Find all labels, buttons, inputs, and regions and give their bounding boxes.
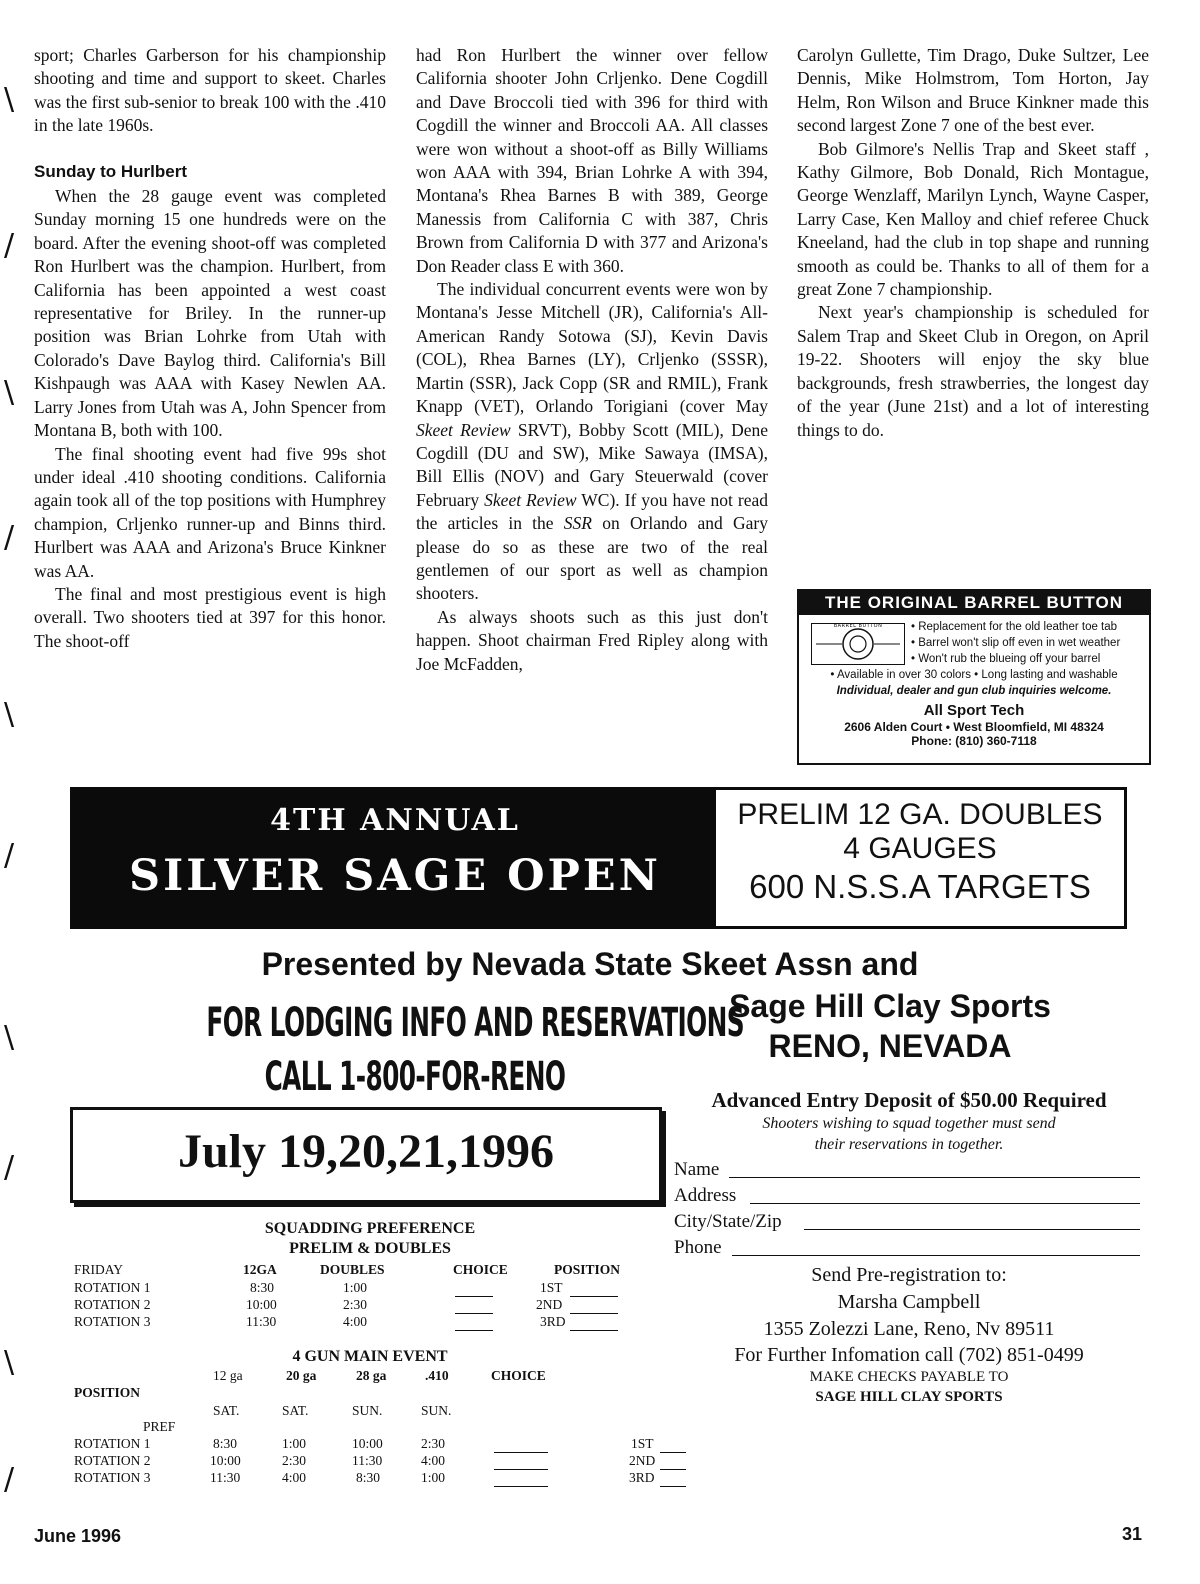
article-column-1 <box>34 44 386 653</box>
publication-title: Skeet Review <box>484 489 577 510</box>
squadding-subtitle: PRELIM & DOUBLES <box>289 1240 451 1257</box>
choice-blank[interactable] <box>455 1297 493 1314</box>
format-line: 4 GAUGES <box>843 832 997 865</box>
article-paragraph: Carolyn Gullette, Tim Drago, Duke Sultzer, Lee Dennis, Mike Holmstrom, Tom Horton, Jay Helm, Ron Wilson and Bruce Kinkner made this second largest Zone 7 one of the best ever. <box>797 45 1149 136</box>
form-field-phone[interactable] <box>674 1237 1140 1259</box>
time-cell: 10:00 <box>210 1453 241 1468</box>
margin-mark: / <box>4 1462 15 1497</box>
squadding-title: SQUADDING PREFERENCE <box>264 1220 476 1237</box>
position-blank[interactable] <box>570 1314 618 1331</box>
position-header: POSITION <box>74 1385 141 1400</box>
margin-mark: / <box>4 1150 15 1185</box>
rotation-label: ROTATION 3 <box>74 1314 151 1329</box>
contact-name: Marsha Campbell <box>837 1291 981 1313</box>
lodging-phone: CALL 1-800-FOR-RENO <box>264 1054 566 1100</box>
gauge-header: 12 ga <box>213 1368 243 1383</box>
time-cell: 8:30 <box>250 1280 275 1295</box>
position-blank[interactable] <box>660 1470 686 1487</box>
event-banner <box>70 787 1127 929</box>
squadding-header: DOUBLES <box>320 1262 385 1277</box>
margin-mark: \ <box>4 375 15 410</box>
form-field-city[interactable] <box>674 1211 1140 1233</box>
feature-item: • Won't rub the blueing off your barrel <box>911 653 1101 665</box>
gauge-header: .410 <box>425 1368 449 1383</box>
publication-title: SSR <box>563 513 592 534</box>
time-cell: 8:30 <box>356 1470 381 1485</box>
time-cell: 10:00 <box>246 1297 277 1312</box>
gauge-header: 20 ga <box>286 1368 317 1383</box>
position-blank[interactable] <box>660 1436 686 1453</box>
time-cell: 11:30 <box>246 1314 277 1329</box>
event-formats-box <box>713 787 1127 929</box>
rotation-label: ROTATION 1 <box>74 1280 151 1295</box>
margin-mark: \ <box>4 82 15 117</box>
margin-mark: \ <box>4 697 15 732</box>
rotation-label: ROTATION 2 <box>74 1453 151 1468</box>
day-header: SUN. <box>421 1403 452 1418</box>
position-label: 1ST <box>540 1280 563 1295</box>
article-paragraph: When the 28 gauge event was completed Sunday morning 15 one hundreds were on the board. After the evening shoot-off was completed Ron Hurlbert was the champion. Hurlbert, from California has been appointed a west coast representative for Briley. In the runner-up position was Brian Lohrke from Utah with Colorado's Dave Baylog third. California's Bill Kishpaugh was AAA with Kasey Newlen AA. Larry Jones from Utah was A, John Spencer from Montana B, both with 100. <box>34 186 386 441</box>
field-label: Name <box>674 1159 720 1180</box>
barrel-button-logo <box>811 623 905 665</box>
form-field-name[interactable] <box>674 1159 1140 1181</box>
lodging-headline: FOR LODGING INFO AND RESERVATIONS <box>206 1000 744 1046</box>
field-label: City/State/Zip <box>674 1211 782 1232</box>
time-cell: 2:30 <box>343 1297 368 1312</box>
rotation-label: ROTATION 1 <box>74 1436 151 1451</box>
field-label: Phone <box>674 1237 722 1258</box>
article-paragraph: had Ron Hurlbert the winner over fellow California shooter John Crljenko. Dene Cogdill and Dave Broccoli tied with 396 for third with Cogdill the winner and Broccoli AA. All classes were won without a shoot-off as Billy Williams won AAA with 394, Brian Lohrke A with 394, Montana's Rhea Barnes B with 389, George Manessis from California C with 387, Chris Brown from California D with 377 and Arizona's Don Reader class E with 360. <box>416 45 768 276</box>
event-name: SILVER SAGE OPEN <box>129 851 661 901</box>
time-cell: 10:00 <box>352 1436 383 1451</box>
margin-mark: \ <box>4 1020 15 1055</box>
article-paragraph: Next year's championship is scheduled for Salem Trap and Skeet Club in Oregon, on April 19-22. Shooters will enjoy the sky blue backgrounds, fresh strawberries, the longest day of the year (June 21st) and a lot of interesting things to do. <box>797 302 1149 440</box>
squadding-header: CHOICE <box>453 1262 508 1277</box>
event-date: July 19,20,21,1996 <box>177 1125 555 1178</box>
article-column-3 <box>797 44 1149 442</box>
time-cell: 1:00 <box>282 1436 307 1451</box>
time-cell: 2:30 <box>282 1453 307 1468</box>
company-phone: Phone: (810) 360-7118 <box>911 734 1037 748</box>
choice-blank[interactable] <box>494 1453 548 1470</box>
deposit-notice: Advanced Entry Deposit of $50.00 Required <box>711 1088 1107 1112</box>
time-cell: 4:00 <box>421 1453 446 1468</box>
position-blank[interactable] <box>570 1280 618 1297</box>
pref-label: PREF <box>143 1419 176 1434</box>
rotation-label: ROTATION 3 <box>74 1470 151 1485</box>
choice-header: CHOICE <box>491 1368 546 1383</box>
send-to: Send Pre-registration to: <box>811 1264 1007 1286</box>
contact-address: 1355 Zolezzi Lane, Reno, Nv 89511 <box>763 1318 1055 1340</box>
field-line[interactable] <box>729 1177 1140 1178</box>
article-paragraph: As always shoots such as this just don't happen. Shoot chairman Fred Ripley along with Joe McFadden, <box>416 606 768 674</box>
text-run: The individual concurrent events were won by Montana's Jesse Mitchell (JR), California's All-American Randy Sotowa (SJ), Kevin Davis (COL), Rhea Barnes (LY), Crljenko (SSSR), Martin (SSR), Jack Copp (SR and RMIL), Frank Knapp (VET), Orlando Torigiani (cover May <box>416 279 768 417</box>
position-blank[interactable] <box>570 1297 618 1314</box>
margin-mark: / <box>4 228 15 263</box>
feature-item: • Available in over 30 colors • Long lasting and washable <box>830 669 1118 681</box>
event-annual: 4TH ANNUAL <box>270 803 520 838</box>
article-column-2 <box>416 44 768 676</box>
field-label: Address <box>674 1185 737 1206</box>
position-label: 3RD <box>540 1314 566 1329</box>
presented-by: Presented by Nevada State Skeet Assn and <box>261 946 919 982</box>
event-date-box <box>70 1107 662 1203</box>
event-location: RENO, NEVADA <box>768 1028 1012 1064</box>
article-paragraph: The final and most prestigious event is high overall. Two shooters tied at 397 for this honor. The shoot-off <box>34 583 386 651</box>
position-label: 2ND <box>536 1297 563 1312</box>
article-paragraph: The final shooting event had five 99s shot under ideal .410 shooting conditions. California again took all of the top positions with Humphrey champion, Crljenko runner-up and Binns third. Hurlbert was AAA and Arizona's Bruce Kinkner was AA. <box>34 443 386 581</box>
position-label: 1ST <box>631 1436 654 1451</box>
gauge-header: 28 ga <box>356 1368 387 1383</box>
field-line[interactable] <box>804 1229 1140 1230</box>
field-line[interactable] <box>750 1203 1140 1204</box>
company-name: All Sport Tech <box>923 702 1025 719</box>
choice-blank[interactable] <box>494 1470 548 1487</box>
time-cell: 4:00 <box>343 1314 368 1329</box>
inquiries-note: Individual, dealer and gun club inquiries welcome. <box>836 685 1112 697</box>
article-paragraph <box>416 278 768 606</box>
feature-list <box>911 619 1120 667</box>
time-cell: 11:30 <box>210 1470 241 1485</box>
squadding-header: 12GA <box>243 1262 277 1277</box>
barrel-button-logo-icon <box>812 624 904 664</box>
form-field-address[interactable] <box>674 1185 1140 1207</box>
further-info: For Further Infomation call (702) 851-0499 <box>734 1344 1084 1366</box>
time-cell: 4:00 <box>282 1470 307 1485</box>
section-heading: Sunday to Hurlbert <box>34 161 188 181</box>
rotation-label: ROTATION 2 <box>74 1297 151 1312</box>
feature-item: • Barrel won't slip off even in wet weather <box>911 637 1121 649</box>
page-number: 31 <box>1122 1524 1143 1544</box>
day-header: SAT. <box>282 1403 309 1418</box>
host-club: Sage Hill Clay Sports <box>729 988 1051 1024</box>
format-line: PRELIM 12 GA. DOUBLES <box>737 798 1103 831</box>
margin-mark: / <box>4 520 15 555</box>
choice-blank[interactable] <box>455 1314 493 1331</box>
time-cell: 1:00 <box>343 1280 368 1295</box>
squad-note: their reservations in together. <box>814 1136 1004 1153</box>
time-cell: 1:00 <box>421 1470 446 1485</box>
squad-note: Shooters wishing to squad together must send <box>762 1115 1056 1132</box>
publication-title: Skeet Review <box>416 419 511 440</box>
time-cell: 8:30 <box>213 1436 238 1451</box>
squadding-header: FRIDAY <box>74 1262 124 1277</box>
article-paragraph: sport; Charles Garberson for his championship shooting and time and support to skeet. Charles was the first sub-senior to break 100 with the .410 in the late 1960s. <box>34 45 386 136</box>
text-run: WC). If you have not read the articles in the <box>416 489 768 534</box>
ad-title: THE ORIGINAL BARREL BUTTON <box>799 591 1149 615</box>
footer-date: June 1996 <box>34 1526 122 1546</box>
margin-mark: \ <box>4 1345 15 1380</box>
choice-blank[interactable] <box>455 1280 493 1297</box>
barrel-button-ad <box>797 589 1151 765</box>
text-run: SRVT), Bobby Scott (MIL), Dene Cogdill (DU and SW), Mike Sawaya (IMSA), Bill Ellis (NOV) and Gary Steuerwald (cover February <box>416 419 768 510</box>
day-header: SAT. <box>213 1403 240 1418</box>
logo-text: BARREL BUTTON <box>833 623 883 629</box>
article-paragraph: Bob Gilmore's Nellis Trap and Skeet staff , Kathy Gilmore, Bob Donald, Rich Montague, George Wenzlaff, Marilyn Lynch, Wayne Casper, Larry Case, Ken Malloy and chief referee Chuck Kneeland, had the club in top shape and running smooth as could be. Thanks to all of them for a great Zone 7 championship. <box>797 138 1149 300</box>
text-run: on Orlando and Gary please do so as these are two of the real gentlemen of our sport as well as champion shooters. <box>416 513 768 604</box>
day-header: SUN. <box>352 1403 383 1418</box>
company-address: 2606 Alden Court • West Bloomfield, MI 48324 <box>844 720 1104 734</box>
position-label: 2ND <box>629 1453 656 1468</box>
feature-item: • Replacement for the old leather toe tab <box>911 621 1118 633</box>
time-cell: 2:30 <box>421 1436 446 1451</box>
main-event-title: 4 GUN MAIN EVENT <box>292 1348 448 1365</box>
position-label: 3RD <box>629 1470 655 1485</box>
time-cell: 11:30 <box>352 1453 383 1468</box>
choice-blank[interactable] <box>494 1436 548 1453</box>
payee: SAGE HILL CLAY SPORTS <box>815 1389 1003 1405</box>
checks-payable: MAKE CHECKS PAYABLE TO <box>809 1369 1009 1385</box>
format-line: 600 N.S.S.A TARGETS <box>749 868 1091 905</box>
field-line[interactable] <box>732 1255 1140 1256</box>
position-blank[interactable] <box>660 1453 686 1470</box>
squadding-header: POSITION <box>554 1262 621 1277</box>
margin-mark: / <box>4 838 15 873</box>
